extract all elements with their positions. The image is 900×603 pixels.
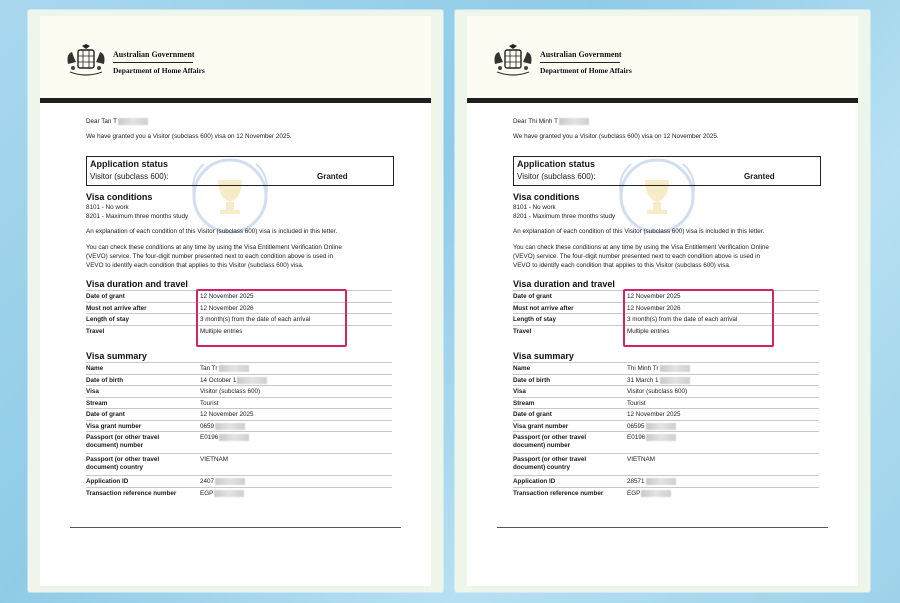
row-value: 06595 bbox=[627, 423, 676, 431]
condition-item: 8101 - No work bbox=[513, 204, 556, 211]
row-value: 12 November 2025 bbox=[627, 411, 681, 418]
explain-text: An explanation of each condition of this Visitor (subclass 600) visa is included in this letter. bbox=[513, 228, 765, 235]
row-key: Length of stay bbox=[86, 316, 130, 323]
vevo-text: You can check these conditions at any time by using the Visa Entitlement Verification Online bbox=[513, 244, 769, 251]
row-value: 12 November 2026 bbox=[200, 304, 254, 312]
row-key: Visa bbox=[86, 388, 99, 395]
row-value: E0196 bbox=[200, 434, 249, 442]
table-row bbox=[86, 487, 392, 499]
status-value: Granted bbox=[744, 172, 775, 181]
row-key: Visa grant number bbox=[513, 422, 569, 430]
row-value: Multiple entries bbox=[200, 327, 243, 335]
row-value: Multiple entries bbox=[627, 327, 670, 335]
row-key: Passport (or other travel document) country bbox=[513, 456, 587, 471]
document-frame bbox=[28, 10, 443, 592]
redaction bbox=[646, 423, 676, 430]
highlight-box bbox=[623, 289, 774, 347]
table-row bbox=[513, 374, 819, 386]
row-value: 2407 bbox=[200, 478, 245, 486]
redaction bbox=[237, 377, 267, 384]
table-row bbox=[513, 487, 819, 499]
redaction bbox=[215, 478, 245, 485]
row-value: Tourist bbox=[200, 399, 219, 407]
row-value: Tourist bbox=[627, 399, 646, 407]
status-title: Application status bbox=[517, 159, 596, 169]
coat-of-arms-icon bbox=[491, 44, 535, 78]
table-row bbox=[86, 374, 392, 386]
gov-rule bbox=[540, 62, 620, 63]
row-key: Travel bbox=[513, 327, 532, 335]
row-key: Passport (or other travel document) country bbox=[86, 456, 160, 471]
row-value: Visitor (subclass 600) bbox=[627, 388, 688, 395]
row-key: Length of stay bbox=[513, 316, 557, 323]
letterhead bbox=[467, 16, 858, 98]
greeting: Dear Thi Minh T bbox=[513, 118, 589, 125]
row-value: EGP bbox=[627, 490, 671, 498]
summary-title: Visa summary bbox=[513, 351, 574, 361]
row-key: Passport (or other travel document) number bbox=[86, 434, 160, 449]
redaction bbox=[215, 423, 245, 430]
row-key: Stream bbox=[86, 399, 108, 407]
vevo-text: You can check these conditions at any time by using the Visa Entitlement Verification Online bbox=[86, 244, 342, 251]
table-row bbox=[513, 362, 819, 374]
status-title: Application status bbox=[90, 159, 169, 169]
row-key: Date of grant bbox=[86, 411, 125, 418]
header-bar bbox=[40, 98, 431, 103]
table-row bbox=[86, 453, 392, 474]
row-key: Visa grant number bbox=[86, 422, 142, 430]
gov-name: Australian Government bbox=[540, 50, 622, 59]
table-row bbox=[86, 385, 392, 397]
gov-name: Australian Government bbox=[113, 50, 195, 59]
coat-of-arms-icon bbox=[64, 44, 108, 78]
table-row bbox=[513, 385, 819, 397]
redaction bbox=[118, 118, 148, 125]
row-value: 28571 bbox=[627, 478, 676, 486]
condition-item: 8201 - Maximum three months study bbox=[86, 213, 189, 220]
redaction bbox=[646, 434, 676, 441]
condition-item: 8201 - Maximum three months study bbox=[513, 213, 616, 220]
table-row bbox=[513, 420, 819, 432]
row-key: Name bbox=[86, 365, 104, 372]
row-key: Date of birth bbox=[513, 376, 551, 384]
gov-rule bbox=[113, 62, 193, 63]
row-value: 3 month(s) from the date of each arrival bbox=[200, 316, 311, 323]
table-row bbox=[86, 420, 392, 432]
visa-letter bbox=[467, 16, 858, 586]
table-row bbox=[86, 475, 392, 487]
vevo-text: VEVO to identify each condition that applies to this Visitor (subclass 600) visa. bbox=[86, 262, 304, 269]
table-row bbox=[513, 453, 819, 474]
table-row bbox=[513, 431, 819, 452]
row-value: 12 November 2025 bbox=[200, 293, 254, 300]
summary-title: Visa summary bbox=[86, 351, 147, 361]
letterhead bbox=[40, 16, 431, 98]
application-status-box bbox=[86, 156, 394, 186]
row-key: Transaction reference number bbox=[86, 489, 177, 497]
application-status-box bbox=[513, 156, 821, 186]
duration-title: Visa duration and travel bbox=[513, 279, 615, 289]
dept-name: Department of Home Affairs bbox=[540, 66, 632, 75]
row-value: 3 month(s) from the date of each arrival bbox=[627, 316, 738, 323]
duration-title: Visa duration and travel bbox=[86, 279, 188, 289]
footer-rule bbox=[70, 527, 401, 528]
intro-text: We have granted you a Visitor (subclass 600) visa on 12 November 2025. bbox=[86, 133, 292, 140]
row-key: Date of grant bbox=[513, 293, 552, 300]
vevo-text: VEVO to identify each condition that applies to this Visitor (subclass 600) visa. bbox=[513, 262, 731, 269]
vevo-text: (VEVO) service. The four-digit number presented next to each condition above is used in bbox=[86, 253, 333, 260]
visa-letter bbox=[40, 16, 431, 586]
table-row bbox=[86, 408, 392, 420]
row-key: Passport (or other travel document) number bbox=[513, 434, 587, 449]
redaction bbox=[641, 490, 671, 497]
table-row bbox=[86, 397, 392, 409]
row-value: 12 November 2026 bbox=[627, 304, 681, 312]
redaction bbox=[646, 478, 676, 485]
row-key: Stream bbox=[513, 399, 535, 407]
redaction bbox=[214, 490, 244, 497]
conditions-title: Visa conditions bbox=[86, 192, 153, 202]
row-value: E0196 bbox=[627, 434, 676, 442]
row-value: 12 November 2025 bbox=[200, 411, 254, 418]
highlight-box bbox=[196, 289, 347, 347]
document-frame bbox=[455, 10, 870, 592]
redaction bbox=[660, 365, 690, 372]
row-key: Application ID bbox=[513, 478, 556, 485]
header-bar bbox=[467, 98, 858, 103]
intro-text: We have granted you a Visitor (subclass 600) visa on 12 November 2025. bbox=[513, 133, 719, 140]
row-key: Visa bbox=[513, 388, 526, 395]
redaction bbox=[559, 118, 589, 125]
table-row bbox=[86, 362, 392, 374]
dept-name: Department of Home Affairs bbox=[113, 66, 205, 75]
row-key: Date of grant bbox=[86, 293, 125, 300]
row-key: Application ID bbox=[86, 478, 129, 485]
row-value: 12 November 2025 bbox=[627, 293, 681, 300]
vevo-text: (VEVO) service. The four-digit number presented next to each condition above is used in bbox=[513, 253, 760, 260]
row-key: Travel bbox=[86, 327, 105, 335]
table-row bbox=[513, 408, 819, 420]
row-key: Date of grant bbox=[513, 411, 552, 418]
table-row bbox=[86, 431, 392, 452]
condition-item: 8101 - No work bbox=[86, 204, 129, 211]
redaction bbox=[660, 377, 690, 384]
row-value: VIETNAM bbox=[627, 456, 655, 463]
row-key: Transaction reference number bbox=[513, 489, 604, 497]
row-key: Must not arrive after bbox=[513, 304, 574, 312]
row-value: 0659 bbox=[200, 423, 245, 431]
status-value: Granted bbox=[317, 172, 348, 181]
redaction bbox=[219, 434, 249, 441]
table-row bbox=[513, 397, 819, 409]
greeting: Dear Tan T bbox=[86, 118, 148, 125]
row-key: Must not arrive after bbox=[86, 304, 147, 312]
status-label: Visitor (subclass 600): bbox=[517, 172, 596, 181]
table-row bbox=[513, 475, 819, 487]
row-value: EGP bbox=[200, 490, 244, 498]
conditions-title: Visa conditions bbox=[513, 192, 580, 202]
footer-rule bbox=[497, 527, 828, 528]
row-value: VIETNAM bbox=[200, 456, 228, 463]
explain-text: An explanation of each condition of this Visitor (subclass 600) visa is included in this letter. bbox=[86, 228, 338, 235]
row-value: 14 October 1 bbox=[200, 377, 267, 385]
row-value: Tan Tr bbox=[200, 365, 249, 373]
row-key: Name bbox=[513, 365, 531, 372]
row-key: Date of birth bbox=[86, 376, 124, 384]
row-value: Visitor (subclass 600) bbox=[200, 388, 261, 395]
status-label: Visitor (subclass 600): bbox=[90, 172, 169, 181]
row-value: 31 March 1 bbox=[627, 377, 690, 385]
redaction bbox=[219, 365, 249, 372]
row-value: Thi Minh Tr bbox=[627, 365, 690, 373]
